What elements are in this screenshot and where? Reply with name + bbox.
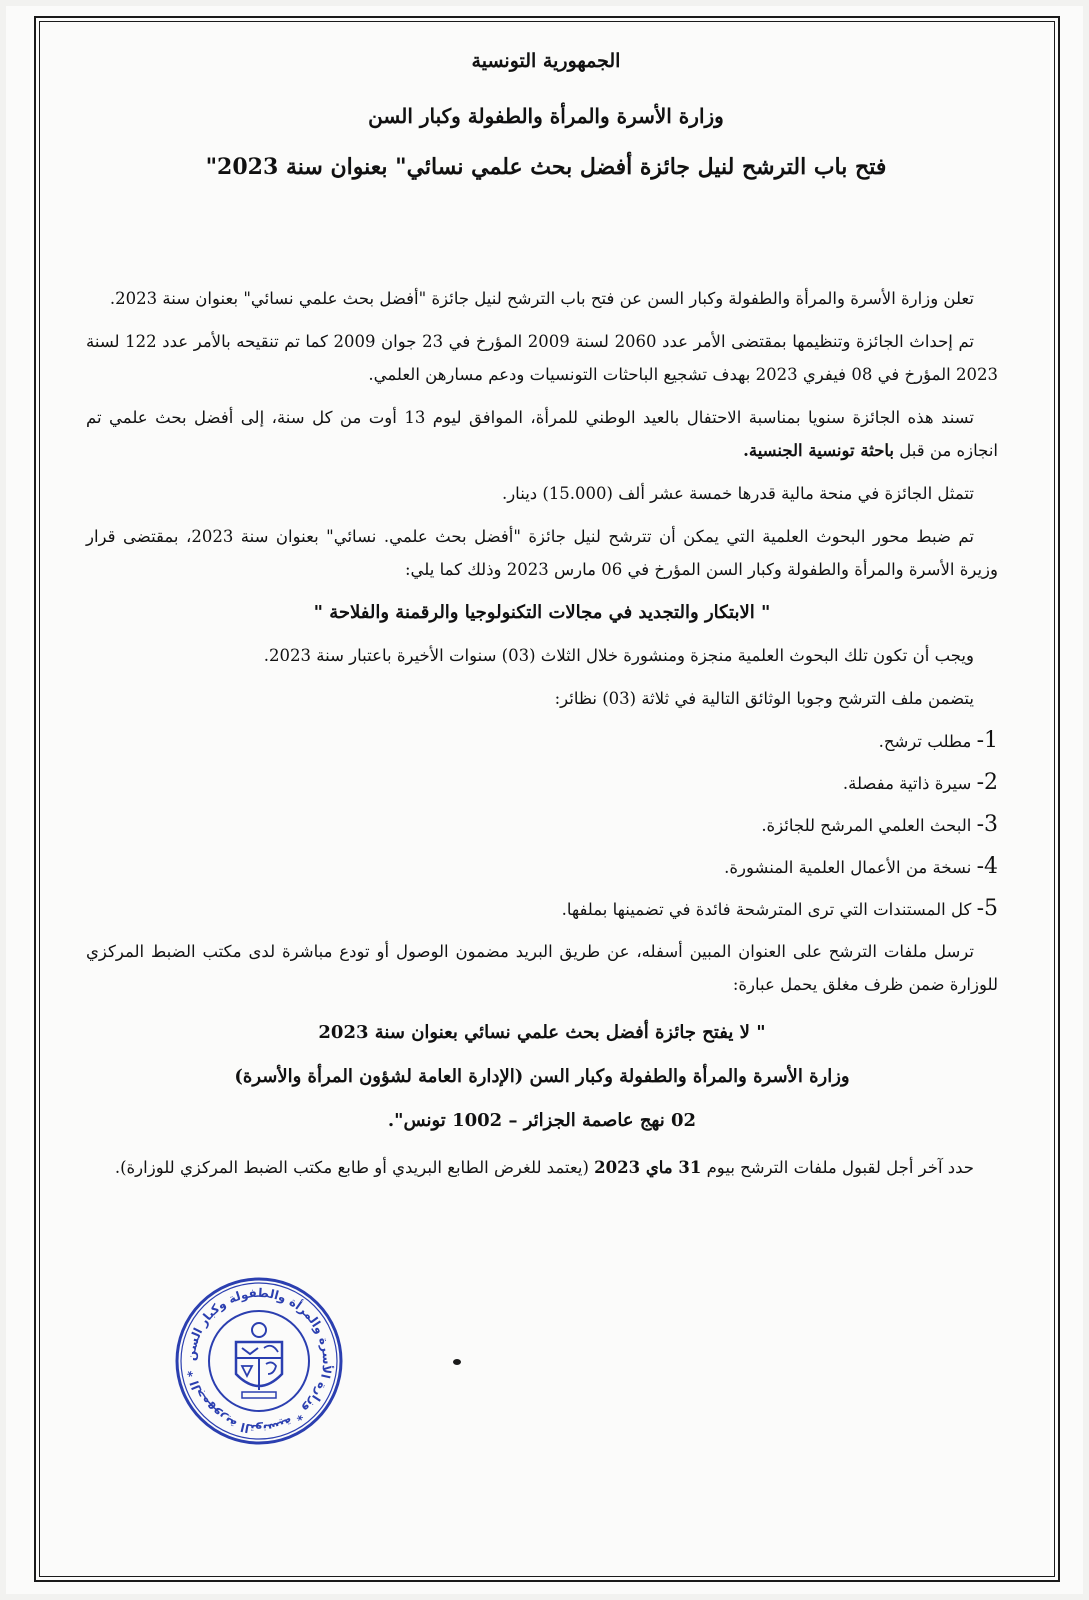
paragraph-research-axis: تم ضبط محور البحوث العلمية التي يمكن أن تترشح لنيل جائزة "أفضل بحث علمي. نسائي" بعنوان سنة 2023، بمقتضى قرار وزيرة الأسرة والمرأة والطفولة وكبار السن المؤرخ في 06 مارس 2023 وذلك كما يلي:: [86, 527, 998, 579]
paragraph-deadline: حدد آخر أجل لقبول ملفات الترشح بيوم 31 ماي 2023 (يعتمد للغرض الطابع البريدي أو طابع مكتب الضبط المركزي للوزارة).: [114, 1158, 974, 1177]
ministry-name: وزارة الأسرة والمرأة والطفولة وكبار السن: [368, 104, 724, 128]
seal-icon: [172, 1274, 346, 1448]
paragraph-publication-condition: ويجب أن تكون تلك البحوث العلمية منجزة ومنشورة خلال الثلاث (03) سنوات الأخيرة باعتبار سنة 2023.: [263, 646, 974, 665]
paragraph-prize-amount: تتمثل الجائزة في منحة مالية قدرها خمسة عشر ألف (15.000) دينار.: [501, 484, 974, 503]
paragraph-announcement: تعلن وزارة الأسرة والمرأة والطفولة وكبار السن عن فتح باب الترشح لنيل جائزة "أفضل بحث علمي نسائي" بعنوان سنة 2023.: [109, 289, 974, 308]
address-line-2: وزارة الأسرة والمرأة والطفولة وكبار السن (الإدارة العامة لشؤون المرأة والأسرة): [234, 1066, 850, 1087]
ministry-seal-stamp: [172, 1274, 346, 1448]
paragraph-file-contents: يتضمن ملف الترشح وجوبا الوثائق التالية في ثلاثة (03) نظائر:: [554, 689, 974, 708]
paragraph-award-purpose: [86, 401, 998, 467]
list-item: 4- نسخة من الأعمال العلمية المنشورة.: [724, 854, 998, 879]
paragraph-legal-basis: تم إحداث الجائزة وتنظيمها بمقتضى الأمر عدد 2060 لسنة 2009 المؤرخ في 23 جوان 2009 كما تم تنقيحه بالأمر عدد 122 لسنة 2023 المؤرخ في 08 فيفري 2023 بهدف تشجيع الباحثات التونسيات ودعم مسارهن العلمي.: [86, 332, 998, 384]
country-name: الجمهورية التونسية: [471, 50, 621, 72]
research-theme: " الابتكار والتجديد في مجالات التكنولوجيا والرقمنة والفلاحة ": [313, 602, 771, 623]
required-documents-list: [86, 725, 998, 926]
seal-ring-text: الجمهورية التونسية * وزارة الأسرة والمرأة والطفولة وكبار السن *: [183, 1285, 335, 1437]
document-title: فتح باب الترشح لنيل جائزة أفضل بحث علمي نسائي" بعنوان سنة 2023": [205, 154, 887, 180]
ink-dot: [453, 1359, 461, 1365]
list-item: 1- مطلب ترشح.: [878, 728, 998, 753]
paragraph-submission: ترسل ملفات الترشح على العنوان المبين أسفله، عن طريق البريد مضمون الوصول أو تودع مباشرة لدى مكتب الضبط المركزي للوزارة ضمن ظرف مغلق يحمل عبارة:: [86, 942, 998, 994]
document-body: [86, 282, 998, 1194]
list-item: 5- كل المستندات التي ترى المترشحة فائدة في تضمينها بملفها.: [561, 896, 998, 921]
list-item: 3- البحث العلمي المرشح للجائزة.: [761, 812, 998, 837]
list-item: 2- سيرة ذاتية مفصلة.: [842, 770, 998, 795]
paragraph-award-purpose-text: تسند هذه الجائزة سنويا بمناسبة الاحتفال بالعيد الوطني للمرأة، الموافق ليوم 13 أوت من كل سنة، إلى أفضل بحث علمي تم انجازه من قبل: [86, 408, 998, 460]
envelope-address: [86, 1011, 998, 1143]
address-line-1: " لا يفتح جائزة أفضل بحث علمي نسائي بعنوان سنة 2023: [318, 1022, 766, 1043]
address-line-3: 02 نهج عاصمة الجزائر – 1002 تونس".: [387, 1110, 697, 1131]
document-page: [6, 6, 1083, 1594]
deadline-date: 31 ماي 2023: [594, 1158, 702, 1177]
nationality-condition: باحثة تونسية الجنسية.: [743, 441, 895, 460]
